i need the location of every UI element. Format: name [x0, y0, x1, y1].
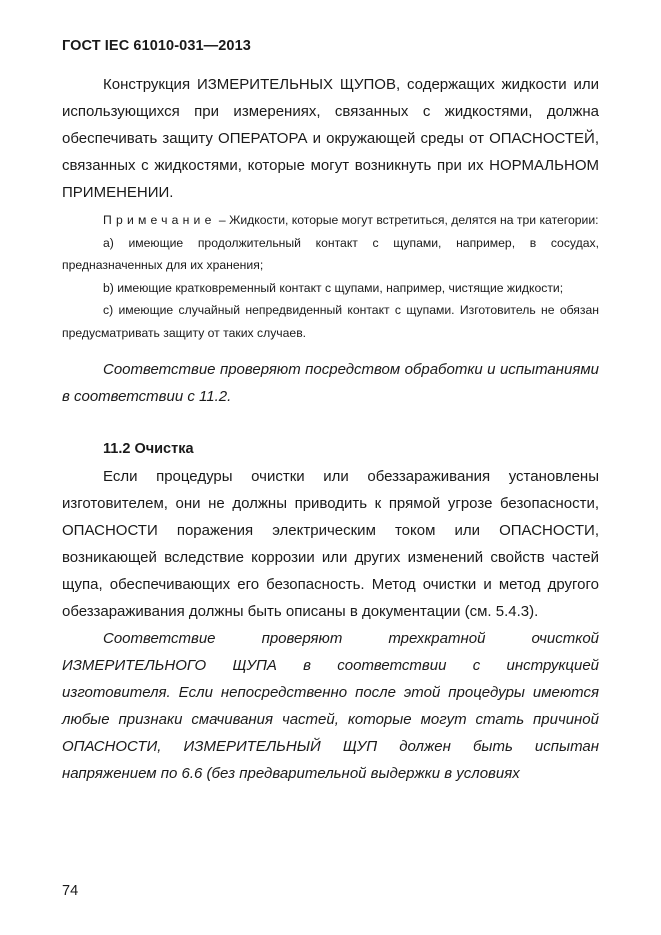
note-intro	[62, 209, 599, 232]
note-item-a: a) имеющие продолжительный контакт с щупами, например, в сосудах, предназначенных для их хранения;	[62, 235, 599, 272]
document-header: ГОСТ IEC 61010-031—2013	[62, 38, 251, 54]
note-label: Примечание	[103, 213, 216, 227]
compliance-paragraph-1: Соответствие проверяют посредством обработки и испытаниями в соответствии с 11.2.	[62, 361, 599, 405]
section-title: 11.2 Очистка	[103, 441, 194, 457]
note-text: – Жидкости, которые могут встретиться, делятся на три категории:	[215, 213, 599, 227]
page-number: 74	[62, 883, 79, 899]
page-content	[62, 71, 599, 787]
section-paragraph-cleaning: Если процедуры очистки или обеззараживания установлены изготовителем, они не должны приводить к прямой угрозе безопасности, ОПАСНОСТИ поражения электрическим током или ОПАСНОСТИ, возникающей вследствие коррозии или других изменений свойств частей щупа, обеспечивающих его безопасность. Метод очистки и метод другого обеззараживания должны быть описаны в документации (см. 5.4.3).	[62, 468, 599, 620]
note-block	[62, 209, 599, 344]
note-item-c: c) имеющие случайный непредвиденный контакт с щупами. Изготовитель не обязан предусматривать защиту от таких случаев.	[62, 303, 599, 340]
paragraph-liquids-protection: Конструкция ИЗМЕРИТЕЛЬНЫХ ЩУПОВ, содержащих жидкости или использующихся при измерениях, связанных с жидкостями, должна обеспечивать защиту ОПЕРАТОРА и окружающей среды от ОПАСНОСТЕЙ, связанных с жидкостями, которые могут возникнуть при их НОРМАЛЬНОМ ПРИМЕНЕНИИ.	[62, 76, 599, 201]
section-compliance-paragraph: Соответствие проверяют трехкратной очисткой ИЗМЕРИТЕЛЬНОГО ЩУПА в соответствии с инструкцией изготовителя. Если непосредственно после этой процедуры имеются любые признаки смачивания частей, которые могут стать причиной ОПАСНОСТИ, ИЗМЕРИТЕЛЬНЫЙ ЩУП должен быть испытан напряжением по 6.6 (без предварительной выдержки в условиях	[62, 630, 599, 782]
note-item-b: b) имеющие кратковременный контакт с щупами, например, чистящие жидкости;	[103, 280, 564, 295]
